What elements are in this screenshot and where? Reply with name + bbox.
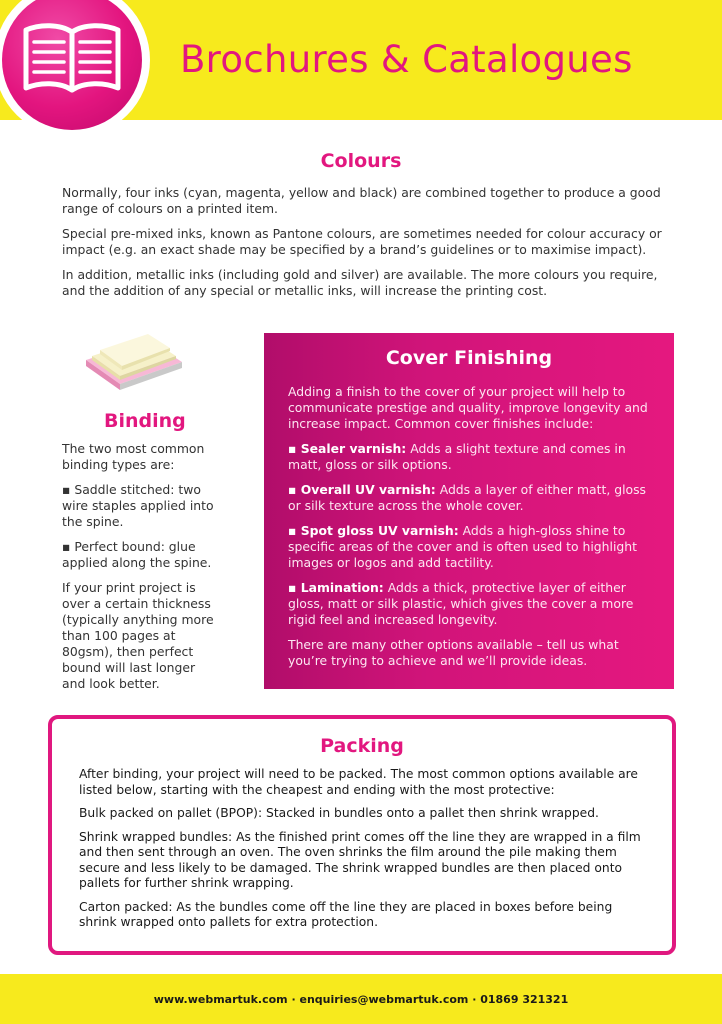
footer-contact: www.webmartuk.com · enquiries@webmartuk.com · 01869 321321	[153, 993, 569, 1006]
brochure-stack-image	[78, 332, 188, 394]
cover-item-text: Adds a layer of either matt, gloss or silk texture across the whole cover.	[288, 482, 646, 513]
cover-intro: Adding a finish to the cover of your project will help to communicate prestige and quality, improve longevity and increase impact. Common cover finishes include:	[288, 384, 648, 431]
binding-section	[62, 441, 222, 701]
cover-finishing-heading: Cover Finishing	[385, 347, 553, 369]
page-title: Brochures & Catalogues	[180, 38, 633, 81]
cover-finishing-panel	[264, 333, 674, 689]
packing-paragraph: Carton packed: As the bundles come off the line they are placed in boxes before being shrink wrapped onto pallets for extra protection.	[79, 899, 613, 929]
cover-item-text: Adds a thick, protective layer of either gloss, matt or silk plastic, which gives the cover a more rigid feel and increased longevity.	[288, 580, 634, 627]
colours-section	[62, 185, 667, 308]
cover-item-text: Adds a high-gloss shine to specific areas of the cover and is often used to highlight images or logos and add tactility.	[288, 523, 637, 570]
cover-item	[288, 482, 648, 514]
packing-panel	[48, 715, 676, 955]
open-book-icon	[20, 18, 124, 98]
packing-paragraph: After binding, your project will need to be packed. The most common options available are listed below, starting with the cheapest and ending with the most protective:	[79, 767, 638, 797]
colours-paragraph: In addition, metallic inks (including gold and silver) are available. The more colours you require, and the addition of any special or metallic inks, will increase the printing cost.	[62, 267, 658, 298]
cover-item	[288, 523, 648, 571]
packing-body	[79, 767, 649, 939]
cover-item	[288, 441, 648, 473]
packing-heading: Packing	[320, 735, 404, 757]
cover-finishing-body	[288, 384, 648, 678]
cover-item-label: ▪ Spot gloss UV varnish:	[288, 523, 459, 538]
packing-paragraph: Shrink wrapped bundles: As the finished print comes off the line they are wrapped in a film and then sent through an oven. The oven shrinks the film around the pile making them secure and less likely to be damaged. The shrink wrapped bundles are then placed onto pallets for further shrink wrapping.	[79, 829, 641, 890]
cover-item-label: ▪ Lamination:	[288, 580, 384, 595]
binding-item: ▪ Perfect bound: glue applied along the spine.	[62, 539, 212, 570]
binding-intro: The two most common binding types are:	[62, 441, 205, 472]
colours-heading: Colours	[320, 150, 402, 172]
cover-item-label: ▪ Sealer varnish:	[288, 441, 407, 456]
cover-item-label: ▪ Overall UV varnish:	[288, 482, 436, 497]
colours-paragraph: Special pre-mixed inks, known as Pantone colours, are sometimes needed for colour accuracy or impact (e.g. an exact shade may be specified by a brand’s guidelines or to maximise impact).	[62, 226, 662, 257]
cover-outro: There are many other options available – tell us what you’re trying to achieve and we’ll provide ideas.	[288, 637, 619, 668]
binding-item: ▪ Saddle stitched: two wire staples applied into the spine.	[62, 482, 214, 529]
binding-heading: Binding	[104, 410, 186, 432]
packing-paragraph: Bulk packed on pallet (BPOP): Stacked in bundles onto a pallet then shrink wrapped.	[79, 806, 599, 820]
page-footer	[0, 974, 722, 1024]
page-header	[0, 0, 722, 120]
binding-outro: If your print project is over a certain thickness (typically anything more than 100 pages at 80gsm), then perfect bound will last longer and look better.	[62, 580, 214, 691]
colours-paragraph: Normally, four inks (cyan, magenta, yellow and black) are combined together to produce a good range of colours on a printed item.	[62, 185, 661, 216]
cover-item-text: Adds a slight texture and comes in matt, gloss or silk options.	[288, 441, 626, 472]
cover-item	[288, 580, 648, 628]
